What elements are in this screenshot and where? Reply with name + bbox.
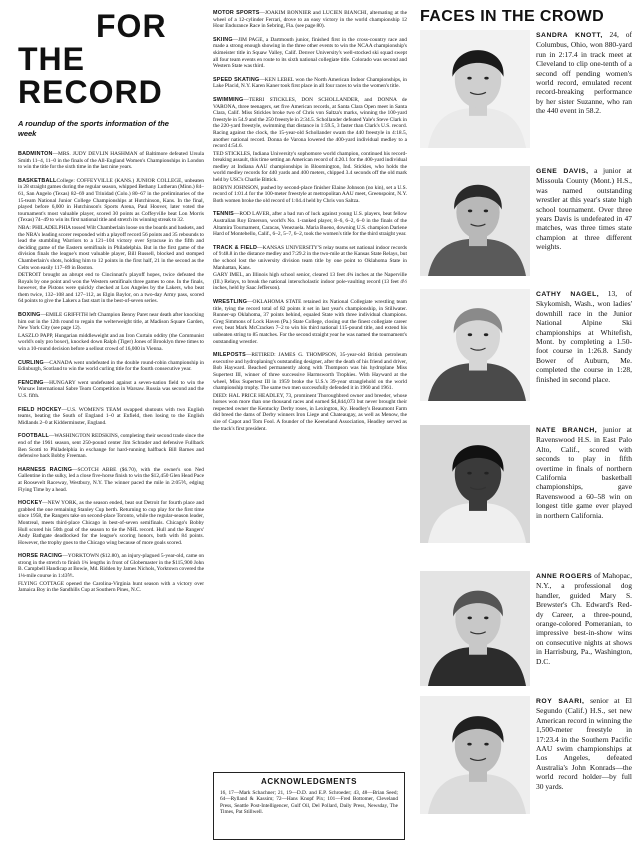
face-name: NATE BRANCH, [536, 427, 598, 434]
portrait-photo [420, 425, 530, 543]
portrait-photo [420, 571, 530, 686]
acknowledgments-title: ACKNOWLEDGMENTS [260, 777, 358, 786]
page-subtitle: A roundup of the sports information of the week [18, 119, 169, 138]
entry-badminton [18, 151, 204, 171]
face-bio [536, 30, 632, 116]
entry-category: FOOTBALL [18, 433, 49, 440]
entry-text: —KANSAS UNIVERSITY'S relay teams set national indoor records of 9:48.8 in the distance medley and 7:29.2 in the two-mile at the Kansas State Relays, but the school lost the university division team title by one point to Oklahoma State in Manhattan, Kans. [213, 244, 407, 271]
entry-category: WRESTLING [213, 298, 248, 305]
face-text: a junior at Missoula County (Mont.) H.S., was named outstanding wrestler at this year's state high school tournament. Over three years Davis is undefeated in 47 matches, was three times state champion at three different weights. [536, 166, 632, 252]
entry-swimming [213, 97, 407, 205]
entry-harness-racing [18, 467, 204, 493]
entry-speed-skating [213, 77, 407, 90]
entry-basketball [18, 178, 204, 305]
entry-category: BASKETBALL [18, 177, 57, 184]
entry-text: —HUNGARY went undefeated against a seven-nation field to win the Warsaw International Sabre Team Competition in Warsaw. Russia was second and the U.S. fifth. [18, 379, 204, 399]
entry-horse-racing [18, 553, 204, 594]
portrait-photo [420, 30, 530, 148]
entry-text: College: COFFEYVILLE (KANS.) JUNIOR COLLEGE, unbeaten in 28 straight games during the regular season, whipped Bethany Lutheran (Minn.) 84–61, San Angelo (Texas) 82–69 and Trinidad (Colo.) 80–67 in the preliminaries of the 15-team National Junior College Championships at Hutchinson, Kans. In the final, played before 6,000 in Hutchinson's Sports Arena, Paul Hoover, later voted the tournament's most valuable player, scored 30 points as Coffeyville beat Lon Morris (Texas) 74–49 to win its first national title and stretch its winning streak to 32. [18, 177, 204, 224]
entry-category: HARNESS RACING [18, 466, 73, 473]
entry-category: BOXING [18, 312, 41, 319]
entry-text: —KEN LEBEL won the North American Indoor Championships, in Lake Placid, N.Y. Karen Kaner took first place in all four races to win the women's title. [213, 76, 408, 90]
face-bio [536, 696, 632, 791]
entry-text: —YORKTOWN ($12.80), an injury-plagued 5-year-old, came on strong in the stretch to finish 1¾ lengths in front of Globemaster in the $115,900 John B. Campbell Handicap at Bowie, Md. Ridden by James Nichols, Yorktown covered the 1⅛-mile course in 1:43⅗. [18, 553, 204, 580]
entry-text: —TERRI STICKLES, DON SCHOLLANDER, and DONNA de VARONA, three teenagers, set five American records, at Santa Clara Open meet in Santa Clara, Calif. Miss Stickles broke two of Chris von Saltza's marks, winning the 100-yard freestyle in 54.9 and the 250 freestyle in 2:34.5. Schollander defeated Yale's Steve Clark in the 220-yard freestyle, swimming that distance in 1:59.5, 3 faster than Clark's U.S. record. Racing against the clock, the 15-year-old Schollander swam the 440 freestyle in 4:18.5, another national record. Donna de Varona lowered the 400-yard individual medley to a record 4:54.6. [213, 96, 407, 150]
entry-curling [18, 360, 204, 373]
face-bio [536, 166, 632, 252]
entry-wrestling [213, 299, 407, 345]
entry-category: CURLING [18, 359, 44, 366]
entry-category: FIELD HOCKEY [18, 406, 62, 413]
portrait-photo [420, 289, 530, 401]
entry-paragraph: LASZLO PAPP, Hungarian middleweight and an Iron Curtain oddity (the Communist world's only pro boxer), knocked down Ralph (Tiger) Jones of Brooklyn three times to win a 10-round decision before a sellout crowd of 16,000 in Vienna. [18, 332, 204, 353]
page-title [18, 10, 204, 109]
entry-text: —JOAKIM BONNIER and LUCIEN BIANCHI, alternating at the wheel of a 12-cylinder Ferrari, drove to an easy victory in the world championship 12 Hour Endurance Race in Sebring, Fla. (see page 80). [213, 10, 407, 30]
entry-category: MOTOR SPORTS [213, 10, 260, 16]
column-left [18, 10, 204, 601]
entry-boxing [18, 312, 204, 353]
entry-motor-sports [213, 10, 407, 30]
entry-paragraph: GARY IMEL, an Illinois high school senior, cleared 13 feet 4¾ inches at the Naperville (Ill.) Relays, to break the national interscholastic indoor pole-vaulting record (13 feet 4½ inches, held by Saac Jefferson). [213, 272, 407, 292]
entry-category: SKIING [213, 36, 233, 43]
entry-category: FENCING [18, 379, 44, 386]
faces-title: FACES IN THE CROWD [420, 8, 605, 25]
entry-text: —JIM PAGE, a Dartmouth junior, finished first in the cross-country race and made a strong enough showing in the three other events to win the NCAA championship's skimeister title in Squaw Valley, Calif. Denver University's well-stocked ski squad swept all four team events en route to its sixth national collegiate title. Colorado was second and Western State was third. [213, 36, 407, 70]
face-name: ANNE ROGERS [536, 573, 593, 580]
entry-category: SPEED SKATING [213, 76, 260, 83]
entry-category: SWIMMING [213, 96, 244, 103]
face-text: junior at Ravenswood H.S. in East Palo Alto, Calif., scored with seconds to play in fifth overtime in finals of northern California basketball championships, gave Ravenswood a 60–58 win on longest title game ever played in northern California. [536, 425, 632, 520]
entry-text: —NEW YORK, as the season ended, beat out Detroit for fourth place and grabbed the one remaining Stanley Cup berth. Returning to cup play for the first time since 1958, the Rangers take on second-place Toronto, while the regular-season leader, Montreal, meets third-place Chicago in best-of-seven semifinals. Chicago's Bobby Hull scored his 50th goal of the season to tie the NHL record. Hull and the Rangers' Andy Bathgate deadlocked for the league's scoring honors, both with 84 points. However, the trophy goes to the Chicago wing because of more goals scored. [18, 500, 204, 546]
entry-category: TENNIS [213, 211, 234, 218]
entry-text: —U.S. WOMEN'S TEAM swapped shutouts with two English teams, beating the South of England 1–0 at Enfield, then losing to the English Midlands 2–0 at Kidderminster, England. [18, 406, 204, 426]
column-middle [213, 10, 407, 439]
portrait-photo [420, 696, 530, 814]
title-line-1: FOR [96, 8, 167, 44]
entry-track-field [213, 245, 407, 292]
column-faces [420, 8, 633, 791]
title-line-2: THE RECORD [18, 41, 163, 110]
entry-field-hockey [18, 407, 204, 427]
entry-category: BADMINTON [18, 151, 53, 157]
entry-football [18, 433, 204, 459]
entry-category: HOCKEY [18, 500, 43, 507]
results-list-middle [213, 10, 407, 432]
entry-hockey [18, 500, 204, 546]
face-name: CATHY NAGEL, [536, 291, 600, 298]
entry-text: —SCOTCH ABBE ($6.70), with the owner's son Ned Gallentine in the sulky, led a close five-horse finish to win the $12,450 Glen Head Pace at Roosevelt Raceway, Westbury, N.Y. The winner paced the mile in 2:05⅕, edging Flying Time by a head. [18, 466, 204, 493]
entry-text: —ROD LAVER, after a bad run of luck against young U.S. players, beat fellow Australian Roy Emerson, world's No. 1-ranked player, 8–6, 6–2, 6–0 in the finals of the Altamira Tournament, Caracas, Venezuela. Maria Bueno, downing U.S. champion Darlene Hard of Montebello, Calif., 6–2, 5–7, 6–2, took the women's title for the third straight year. [213, 211, 407, 238]
entry-tennis [213, 211, 407, 237]
acknowledgments-box [213, 772, 405, 840]
entry-paragraph: TED STICKLES, Indiana University's sophomore world champion, continued his record-breaking assault, this time setting an American record of 4:20.1 for the 400-yard individual medley at Indiana AAU championships in Bloomington, Ind. Stickles, who holds the world medley records for 440 yards and 400 meters, chipped 3.4 seconds off the old mark held by USC's Charlie Bittick. [213, 150, 407, 184]
results-list-left [18, 151, 204, 594]
entry-paragraph: ROBYN JOHNSON, pushed by second-place finisher Elaine Johnson (no kin), set a U.S. record of 1:01.4 for the 100-meter freestyle at metropolitan AAU meet, Greenspoint, N.Y. Both women broke the old record of 1:04.4 held by Chris von Saltza. [213, 184, 407, 204]
entry-paragraph: DIED: HAL PRICE HEADLEY, 73, prominent Thoroughbred owner and breeder, whose horses won more than one thousand races and earned $4,844,073 but never brought their respected owner the Kentucky Derby roses, in Lexington, Ky. Headley's Beaumont Farm did breed the dams of Derby winners Iron Liege and Chateaugay, as well as Menow, the sire of Capot and Tom Fool. A founder of the Keeneland Association, Headley served as the track's first president. [213, 392, 407, 432]
acknowledgments-text: 16, 17—Mark Schachner; 21, 19—D.D. and E.P. Schroeder; 43, 48—Brian Seed; 64—Rylland & Kassim; 72—Hans Knopf Pix; 101—Fred Bottomer, Cleveland Press, Seattle Post-Intelligencer, Gulf Oil, Del Pollard, Daily Press, Newsday, The Times, Pat Stillwell. [220, 790, 398, 816]
face-text: senior at El Segundo (Calif.) H.S., set new American record in winning the 1,500-meter freestyle in 17:23.4 in the Southern Pacific AAU swim championships at Los Angeles, defeated Australia's John Konrads—the world record holder—by full 30 yards. [536, 696, 632, 791]
entry-category: HORSE RACING [18, 553, 63, 560]
portrait-photo [420, 166, 530, 276]
face-name: SANDRA KNOTT, [536, 32, 603, 39]
entry-text: —CANADA went undefeated in the double round-robin championship in Edinburgh, Scotland to win the world curling title for the fourth consecutive year. [18, 359, 204, 373]
entry-skiing [213, 37, 407, 70]
entry-text: —RETIRED: JAMES G. THOMPSON, 35-year-old British petroleum executive and hydroplaning's outstanding designer, after the death of his friend and driver, Bob Hayward. Beached permanently along with Thompson was his hydroplane Miss Supertest III, winner of three successive Harmsworth Trophies. With Hayward at the wheel, Miss Supertest III in 1959 broke the U.S.'s 39-year stranglehold on the world championship trophy. The same two men successfully defended it in 1960 and 1961. [213, 352, 407, 392]
face-name: ROY SAARI, [536, 698, 585, 705]
entry-category: MILEPOSTS [213, 352, 246, 359]
face-bio [536, 571, 632, 666]
entry-paragraph: FLYING COTTAGE opened the Carolina-Virginia hunt season with a victory over Jamaica Boy in the Sandhills Cup at Southern Pines, N.C. [18, 580, 204, 594]
entry-text: —WASHINGTON REDSKINS, completing their second trade since the end of the 1961 season, sent 250-pound center Jim Schrader and defensive Fullback Ben Scotti to Philadelphia in exchange for hard-running halfback Bill Barnes and defensive back Bobby Freeman. [18, 433, 204, 460]
entry-text: —OKLAHOMA STATE retained its National Collegiate wrestling team title, tying the record total of 82 points it set in last year's championship, in Stillwater. Runner-up Oklahoma, 37 points behind, equaled State with three individual champions. Greg Simmons of Lock Haven (Pa.) State College, closing out the finest collegiate career ever, beat Mark McCracken 7–2 to win his third national 115-pound title, and extend his unbeaten string to 85 matches. For the second straight year he was named the tournament's outstanding wrestler. [213, 298, 407, 345]
face-bio [536, 425, 632, 520]
entry-paragraph: NBA: PHILADELPHIA tossed Wilt Chamberlain loose on the boards and baskets, and the NBA's leading scorer responded with a playoff record 56 points and 35 rebounds to lead the stumbling Warriors to a 121–104 victory over Syracuse in the fifth and deciding game of the Eastern semifinals in Philadelphia. But in the first game of the division finals the league's most valuable player, Bill Russell, blocked and stomped Chamberlain's shots, holding him to 12 points in the first half, 21 in the second as the Celts won easily 117–89 in Boston. [18, 224, 204, 271]
entry-text: —MRS. JUDY DEVLIN HASHMAN of Baltimore defeated Ursula Smith 11–4, 11–0 in the finals of the All-England Women's Championships in London to win the title for the sixth time in the last nine years. [18, 151, 204, 171]
face-text: 24, of Columbus, Ohio, won 880-yard run in 2:17.4 in track meet at Cleveland to clip one-tenth of a second off pending women's world record, emulated recent record-breaking performance by her sister Suzanne, who ran the 440 event in 58.2. [536, 30, 632, 116]
entry-paragraph: DETROIT brought an abrupt end to Cincinnati's playoff hopes, twice defeated the Royals by one point and won the Western semifinals three games to one. In the finals, however, the Pistons were quickly checked at Los Angeles by the Lakers, who beat them twice, 132–108 and 127–112, as Elgin Baylor, on a two-day Army pass, scored 64 points to give the Lakers a fast start in the best-of-seven series. [18, 272, 204, 305]
entry-text: —EMILE GRIFFITH left Champion Benny Paret near death after knocking him out in the 12th round to regain the welterweight title, at Madison Square Garden, New York City (see page 12). [18, 312, 204, 332]
entry-category: TRACK & FIELD [213, 244, 258, 251]
face-text: 13, of Skykomish, Wash., won ladies' downhill race in the Junior National Alpine Ski championships at Whitefish, Mont. by completing a 1.50-foot course in 1:26.8. Sandy Bower of Auburn, Me. completed the course in 1:28, finished in second place. [536, 289, 632, 384]
entry-mileposts [213, 352, 407, 432]
face-bio [536, 289, 632, 384]
entry-fencing [18, 380, 204, 400]
face-text: of Mahopac, N.Y., a professional dog handler, guided Mary S. Brewster's Ch. Edward's Red-dy Career, a three-pound, orange-colored Pomeranian, to impressive best-in-show wins on consecutive nights at shows in Harrisburg, Pa., Washington, D.C. [536, 571, 633, 666]
face-name: GENE DAVIS, [536, 168, 589, 175]
